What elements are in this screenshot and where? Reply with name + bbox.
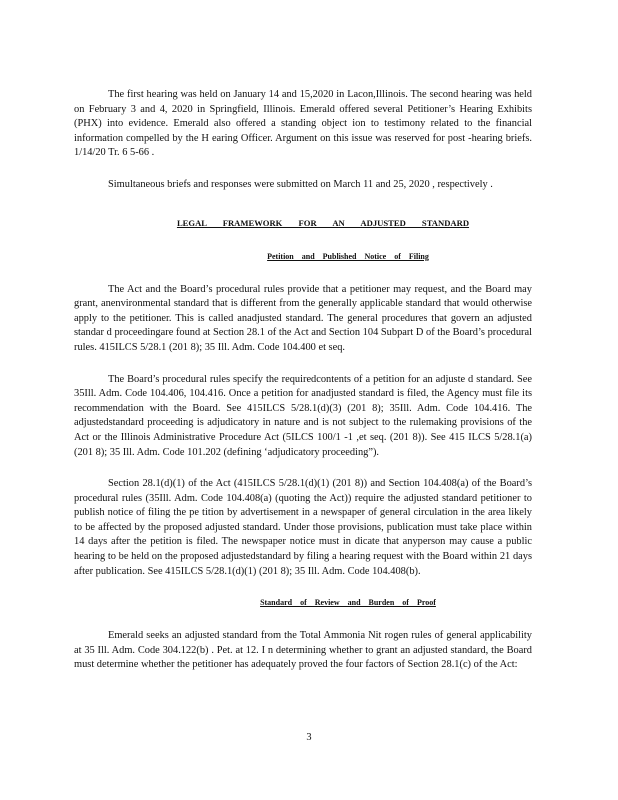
- heading-petition-notice: [74, 251, 532, 263]
- paragraph-briefs: Simultaneous briefs and responses were submitted on March 11 and 25, 2020 , respectively .: [108, 178, 493, 190]
- paragraph-section-28-1: Section 28.1(d)(1) of the Act (415ILCS 5/28.1(d)(1) (201 8)) and Section 104.408(a) of the Board’s procedural rules (35Ill. Adm. Code 104.408(a) (quoting the Act)) require the adjusted standard petitioner to publish notice of filing the pe tition by advertisement in a newspaper of general circulation in the area likely to be affected by the proposed adjusted standard. Under those provisions, publication must take place within 14 days after the petition is filed. The newspaper notice must in dicate that anyperson may cause a public hearing to be held on the proposed adjustedstandard by filing a hearing request with the Board within 21 days after publication. See 415ILCS 5/28.1(d)(1) (201 8); 35 Ill. Adm. Code 104.408(b).: [74, 478, 532, 577]
- heading-legal-framework-text: LEGAL FRAMEWORK FOR AN ADJUSTED STANDARD: [176, 217, 470, 228]
- paragraph-act-rules: The Act and the Board’s procedural rules provide that a petitioner may request, and the Board may grant, anenvironmental standard that is different from the generally applicable standard that would otherwise apply to the petitioner. This is called anadjusted standard. The general procedures that govern an adjusted standar d proceedingare found at Section 28.1 of the Act and Section 104 Subpart D of the Board’s procedural rules. 415ILCS 5/28.1 (201 8); 35 Ill. Adm. Code 104.400 et seq.: [74, 283, 532, 353]
- paragraph-hearings: The first hearing was held on January 14 and 15,2020 in Lacon,Illinois. The second hearing was held on February 3 and 4, 2020 in Springfield, Illinois. Emerald offered several Petitioner’s Hearing Exhibits (PHX) into evidence. Emerald also offered a standing object ion to testimony related to the financial information compelled by the H earing Officer. Argument on this issue was reserved for post -hearing briefs. 1/14/20 Tr. 6 5-66 .: [74, 89, 532, 159]
- heading-legal-framework: [74, 217, 532, 229]
- heading-standard-review: [74, 597, 532, 609]
- paragraph-emerald-seeks: Emerald seeks an adjusted standard from the Total Ammonia Nit rogen rules of general applicability at 35 Ill. Adm. Code 304.122(b) . Pet. at 12. I n determining whether to grant an adjusted standard, the Board must determine whether the petitioner has adequately proved the four factors of Section 28.1(c) of the Act:: [74, 630, 532, 671]
- paragraph-procedural-rules: The Board’s procedural rules specify the requiredcontents of a petition for an adjuste d standard. See 35Ill. Adm. Code 104.406, 104.416. Once a petition for anadjusted standard is filed, the Agency must file its recommendation with the Board. See 415ILCS 5/28.1(d)(3) (201 8); 35Ill. Adm. Code 104.416. The adjustedstandard proceeding is adjudicatory in nature and is not subject to the rulemaking provisions of the Act or the Illinois Administrative Procedure Act (5ILCS 100/1 -1 ,et seq. (201 8)). See 415 ILCS 5/28.1(a) (201 8); 35 Ill. Adm. Code 101.202 (defining ‘adjudicatory proceeding”).: [74, 373, 532, 458]
- heading-standard-review-text: Standard of Review and Burden of Proof: [260, 598, 436, 608]
- heading-petition-notice-text: Petition and Published Notice of Filing: [267, 251, 429, 261]
- page-number: 3: [306, 732, 312, 743]
